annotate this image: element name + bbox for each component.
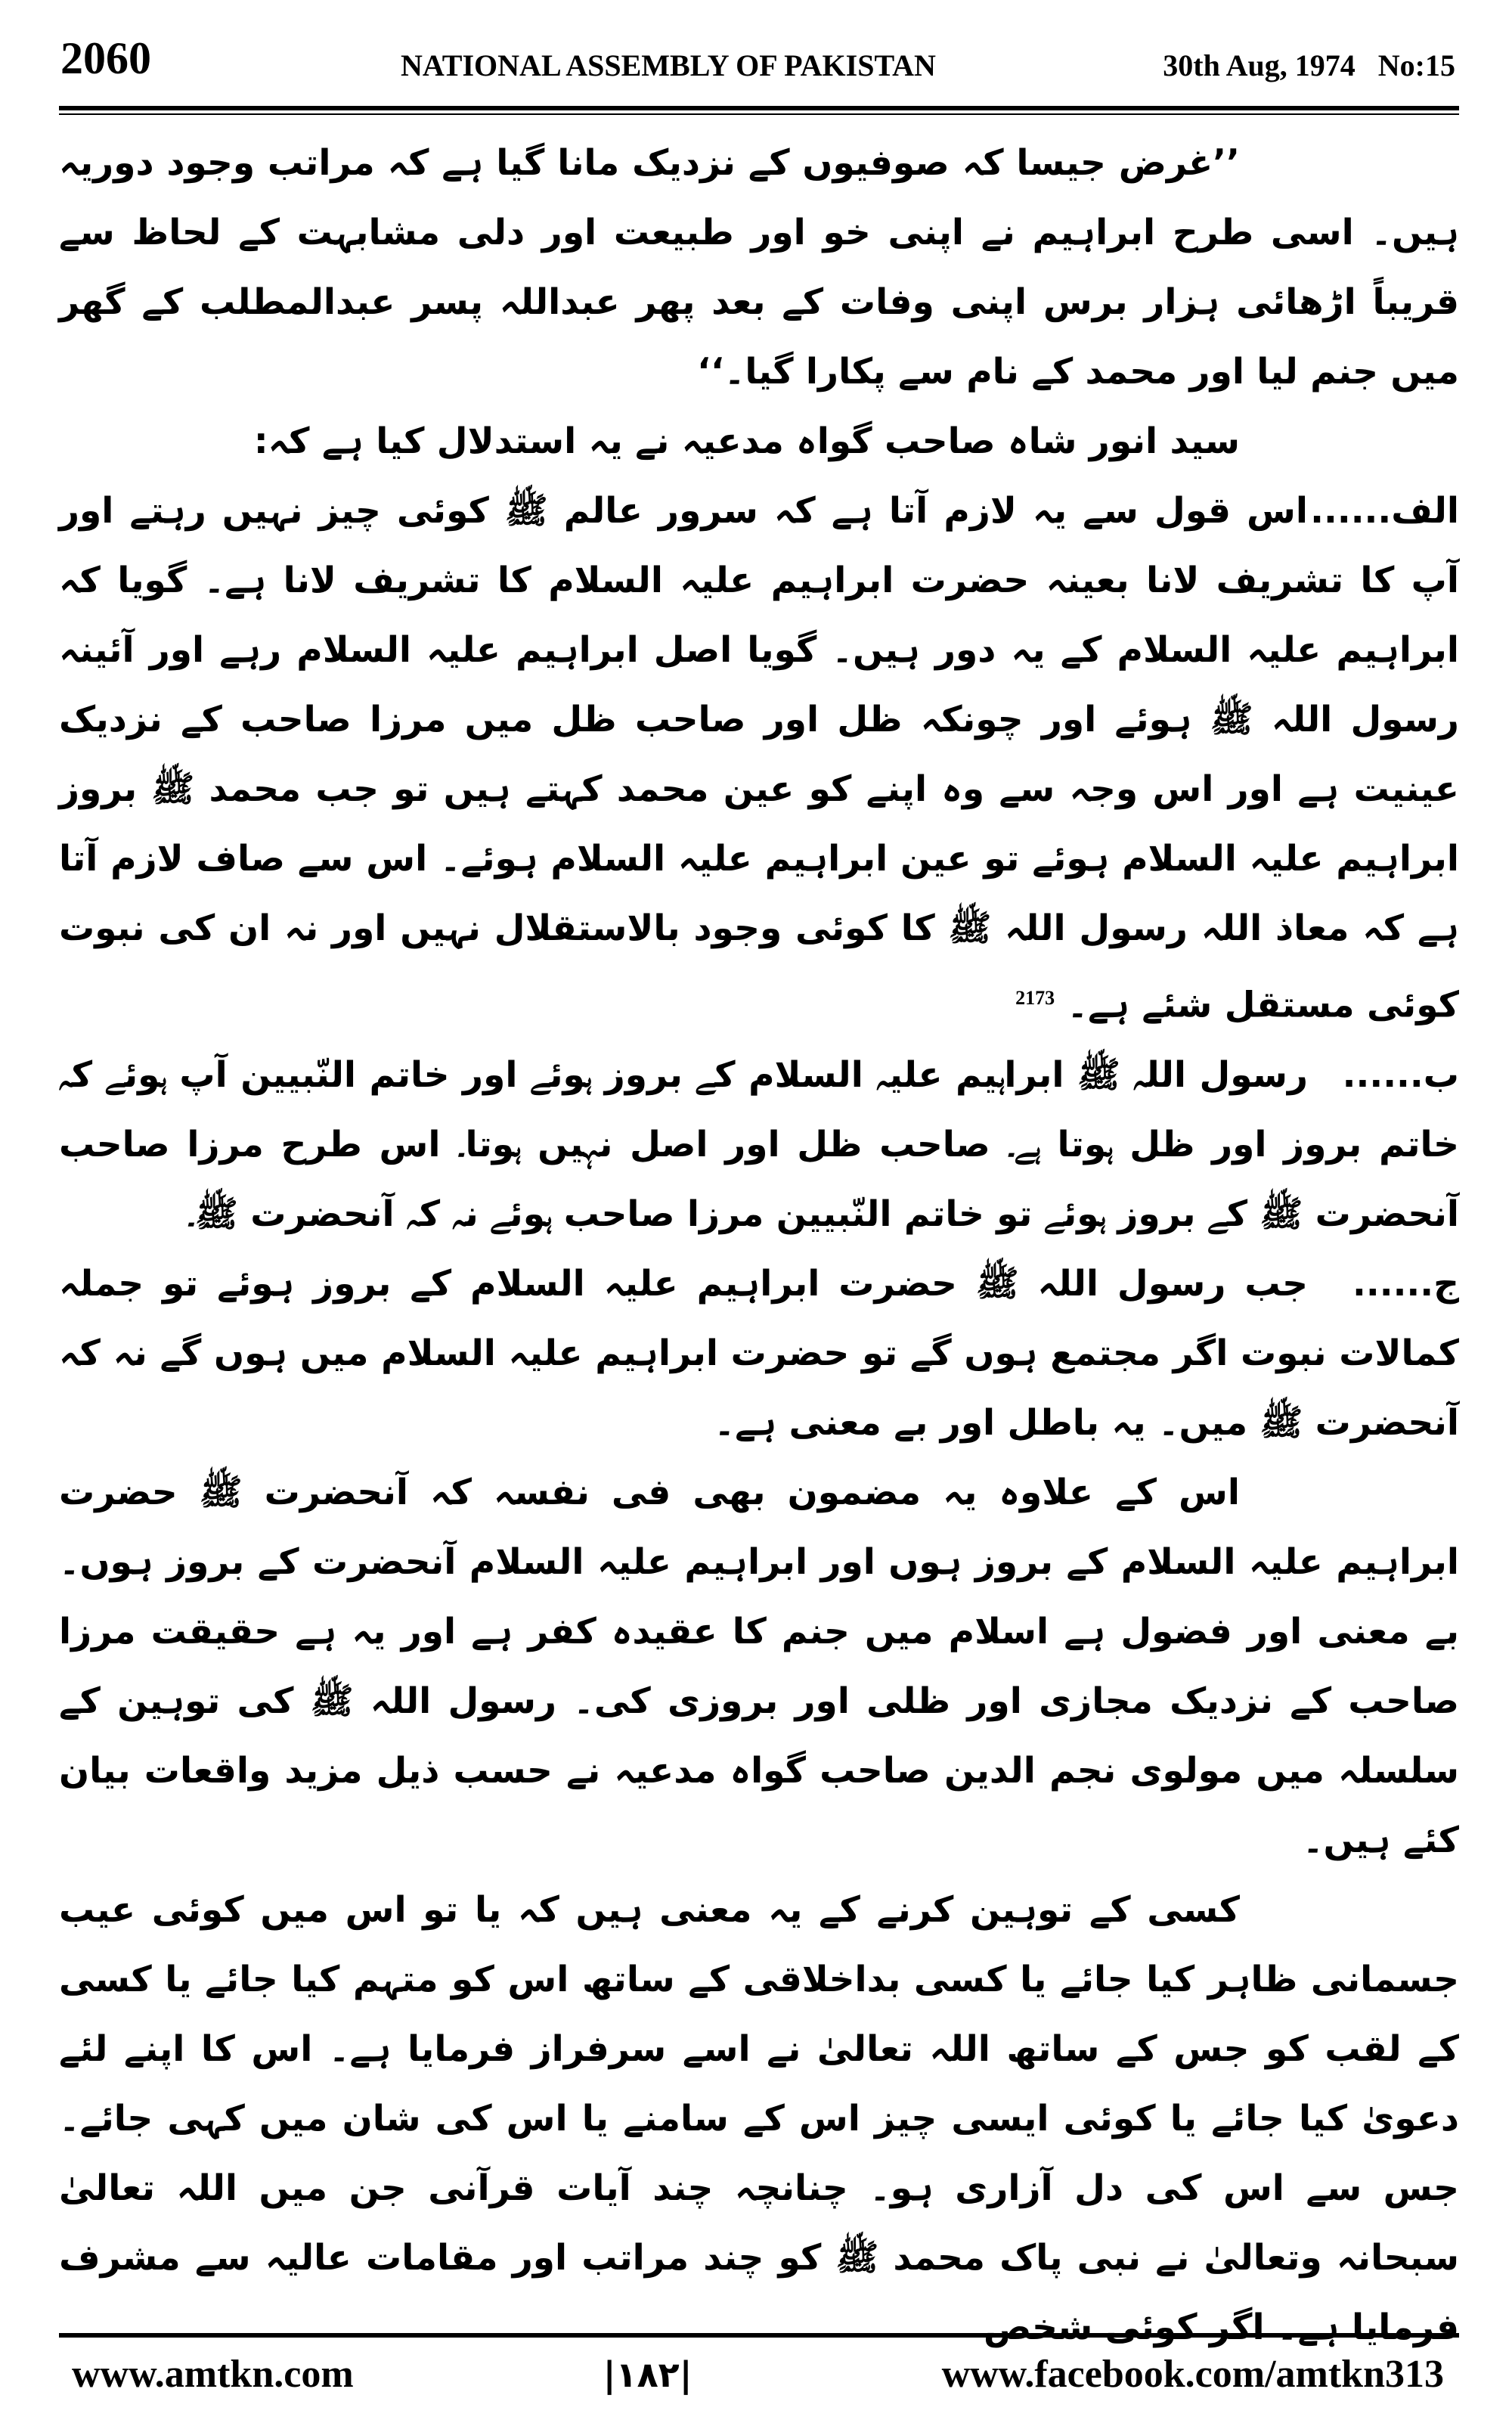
footer-facebook-link[interactable]: www.facebook.com/amtkn313 — [941, 2353, 1444, 2396]
header-issue: No:15 — [1377, 48, 1455, 82]
header-date: 30th Aug, 1974 — [1163, 48, 1356, 82]
body-text — [59, 129, 1459, 2363]
paragraph-jeem-text: جب رسول اللہ ﷺ حضرت ابراہیم علیہ السلام کے بروز ہوئے تو جملہ کمالات نبوت اگر مجتمع ہوں گے تو حضرت ابراہیم علیہ السلام میں ہوں گے نہ کہ آنحضرت ﷺ میں۔ یہ باطل اور بے معنی ہے۔ — [59, 1262, 1459, 1444]
paragraph-be-text: رسول اللہ ﷺ ابراہیم علیہ السلام کے بروز ہوئے اور خاتم النّبیین آپ ہوئے کہ خاتم بروز اور ظل ہوتا ہے۔ صاحب ظل اور اصل نہیں ہوتا۔ اس طرح مرزا صاحب آنحضرت ﷺ کے بروز ہوئے تو خاتم النّبیین مرزا صاحب ہوئے نہ کہ آنحضرت ﷺ۔ — [59, 1053, 1459, 1235]
paragraph-insult-definition: کسی کے توہین کرنے کے یہ معنی ہیں کہ یا تو اس میں کوئی عیب جسمانی ظاہر کیا جائے یا کسی بداخلاقی کے ساتھ اس کو متہم کیا جائے یا کسی کے لقب کو جس کے ساتھ اللہ تعالیٰ نے اسے سرفراز فرمایا ہے۔ اس کا اپنے لئے دعویٰ کیا جائے یا کوئی ایسی چیز اس کے سامنے یا اس کی شان میں کہی جائے۔ جس سے اس کی دل آزاری ہو۔ چنانچہ چند آیات قرآنی جن میں اللہ تعالیٰ سبحانہ وتعالیٰ نے نبی پاک محمد ﷺ کو چند مراتب اور مقامات عالیہ سے مشرف فرمایا ہے۔ اگر کوئی شخص — [59, 1888, 1459, 2348]
paragraph-be — [59, 1041, 1459, 1249]
footer-divider — [59, 2333, 1459, 2338]
paragraph-quote: ’’غرض جیسا کہ صوفیوں کے نزدیک مانا گیا ہے کہ مراتب وجود دوریہ ہیں۔ اسی طرح ابراہیم نے اپنی خو اور طبیعت اور دلی مشابہت کے لحاظ سے قریباً اڑھائی ہزار برس اپنی وفات کے بعد پھر عبداللہ پسر عبدالمطلب کے گھر میں جنم لیا اور محمد کے نام سے پکارا گیا۔‘‘ — [59, 142, 1459, 392]
item-marker-alif: الف...... — [1310, 490, 1459, 532]
paragraph-commentary: اس کے علاوہ یہ مضمون بھی فی نفسہ کہ آنحضرت ﷺ حضرت ابراہیم علیہ السلام کے بروز ہوں اور ابراہیم علیہ السلام آنحضرت کے بروز ہوں۔ بے معنی اور فضول ہے اسلام میں جنم کا عقیدہ کفر ہے اور یہ ہے حقیقت مرزا صاحب کے نزدیک مجازی اور ظلی اور بروزی کی۔ رسول اللہ ﷺ کی توہین کے سلسلہ میں مولوی نجم الدین صاحب گواہ مدعیہ نے حسب ذیل مزید واقعات بیان کئے ہیں۔ — [59, 1471, 1459, 1861]
footnote-ref: 2173 — [1015, 987, 1055, 1009]
paragraph-alif-text: اس قول سے یہ لازم آتا ہے کہ سرور عالم ﷺ کوئی چیز نہیں رہتے اور آپ کا تشریف لانا بعینہ حضرت ابراہیم علیہ السلام کا تشریف لانا ہے۔ گویا کہ ابراہیم علیہ السلام کے یہ دور ہیں۔ گویا اصل ابراہیم علیہ السلام رہے اور آئینہ رسول اللہ ﷺ ہوئے اور چونکہ ظل اور صاحب ظل میں مرزا صاحب کے نزدیک عینیت ہے اور اس وجہ سے وہ اپنے کو عین محمد کہتے ہیں تو جب محمد ﷺ بروز ابراہیم علیہ السلام ہوئے تو عین ابراہیم علیہ السلام ہوئے۔ اس سے صاف لازم آتا ہے کہ معاذ اللہ رسول اللہ ﷺ کا کوئی وجود بالاستقلال نہیں اور نہ ان کی نبوت کوئی مستقل شئے ہے۔ — [59, 490, 1459, 1026]
paragraph-alif — [59, 476, 1459, 1041]
page-header — [60, 32, 1455, 92]
footer-page-marker: |۱۸۲| — [603, 2354, 692, 2395]
header-date-issue — [1163, 47, 1455, 85]
footer-website-link[interactable]: www.amtkn.com — [72, 2353, 354, 2396]
item-marker-jeem: ج...... — [1352, 1262, 1459, 1305]
header-title: NATIONAL ASSEMBLY OF PAKISTAN — [401, 48, 936, 82]
page-footer — [72, 2348, 1444, 2401]
paragraph-intro: سید انور شاہ صاحب گواہ مدعیہ نے یہ استدلال کیا ہے کہ: — [253, 420, 1240, 462]
paragraph-jeem — [59, 1249, 1459, 1458]
header-divider — [59, 106, 1459, 115]
page-number: 2060 — [60, 33, 151, 83]
item-marker-be: ب...... — [1342, 1053, 1459, 1096]
